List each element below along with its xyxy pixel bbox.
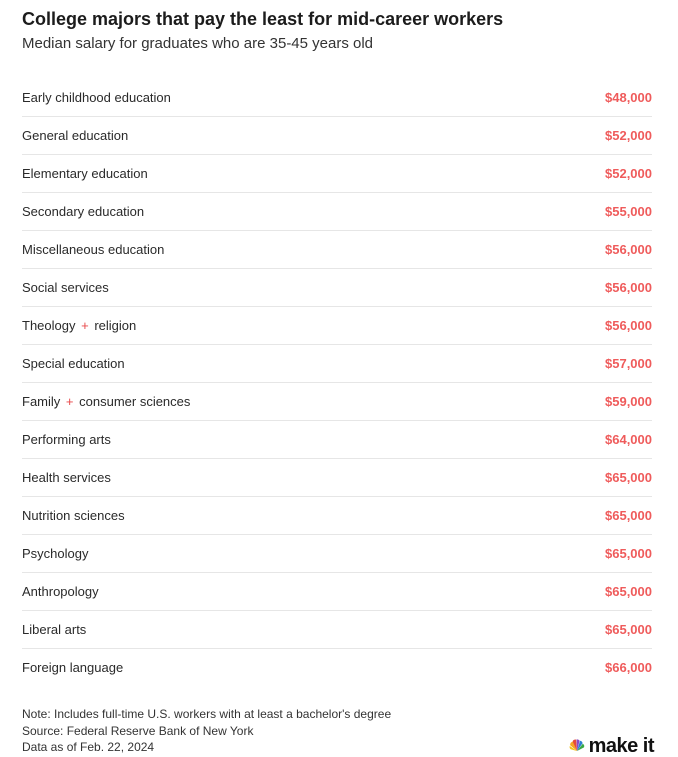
major-label: Elementary education: [22, 166, 148, 181]
salary-value: $56,000: [605, 318, 652, 333]
salary-value: $59,000: [605, 394, 652, 409]
salary-table: [22, 79, 652, 686]
major-label: Foreign language: [22, 660, 124, 675]
major-label: Miscellaneous education: [22, 242, 165, 257]
table-row: [22, 459, 652, 497]
table-row: [22, 383, 652, 421]
table-row: [22, 269, 652, 307]
major-label: General education: [22, 128, 129, 143]
table-row: [22, 611, 652, 649]
major-label: Health services: [22, 470, 111, 485]
salary-value: $65,000: [605, 470, 652, 485]
salary-value: $52,000: [605, 128, 652, 143]
salary-value: $56,000: [605, 280, 652, 295]
salary-value: $52,000: [605, 166, 652, 181]
major-label: Family + consumer sciences: [22, 394, 191, 409]
table-row: [22, 79, 652, 117]
footer: [22, 706, 391, 756]
table-row: [22, 535, 652, 573]
salary-value: $65,000: [605, 622, 652, 637]
table-row: [22, 193, 652, 231]
footer-date: Data as of Feb. 22, 2024: [22, 740, 155, 754]
salary-value: $65,000: [605, 508, 652, 523]
major-label: Theology + religion: [22, 318, 137, 333]
salary-value: $65,000: [605, 546, 652, 561]
major-label: Anthropology: [22, 584, 99, 599]
footer-note: Note: Includes full-time U.S. workers with at least a bachelor's degree: [22, 707, 392, 721]
chart-title: College majors that pay the least for mid-career workers: [22, 9, 504, 29]
footer-source: Source: Federal Reserve Bank of New York: [22, 723, 254, 738]
salary-value: $55,000: [605, 204, 652, 219]
table-row: [22, 155, 652, 193]
table-row: [22, 497, 652, 535]
major-label: Psychology: [22, 546, 89, 561]
table-row: [22, 345, 652, 383]
cnbc-peacock-icon: [568, 739, 586, 752]
major-label: Liberal arts: [22, 622, 87, 637]
chart-subtitle: Median salary for graduates who are 35-45 years old: [22, 35, 374, 52]
make-it-logo: [568, 732, 654, 756]
table-row: [22, 649, 652, 686]
salary-value: $64,000: [605, 432, 652, 447]
table-row: [22, 307, 652, 345]
salary-value: $65,000: [605, 584, 652, 599]
salary-value: $56,000: [605, 242, 652, 257]
table-row: [22, 573, 652, 611]
salary-value: $57,000: [605, 356, 652, 371]
salary-value: $48,000: [605, 90, 652, 105]
major-label: Early childhood education: [22, 90, 171, 105]
table-row: [22, 117, 652, 155]
salary-value: $66,000: [605, 660, 652, 675]
major-label: Secondary education: [22, 204, 145, 219]
major-label: Nutrition sciences: [22, 508, 125, 523]
table-row: [22, 421, 652, 459]
major-label: Performing arts: [22, 432, 111, 447]
major-label: Special education: [22, 356, 125, 371]
table-row: [22, 231, 652, 269]
logo-text: make it: [588, 735, 654, 757]
major-label: Social services: [22, 280, 109, 295]
